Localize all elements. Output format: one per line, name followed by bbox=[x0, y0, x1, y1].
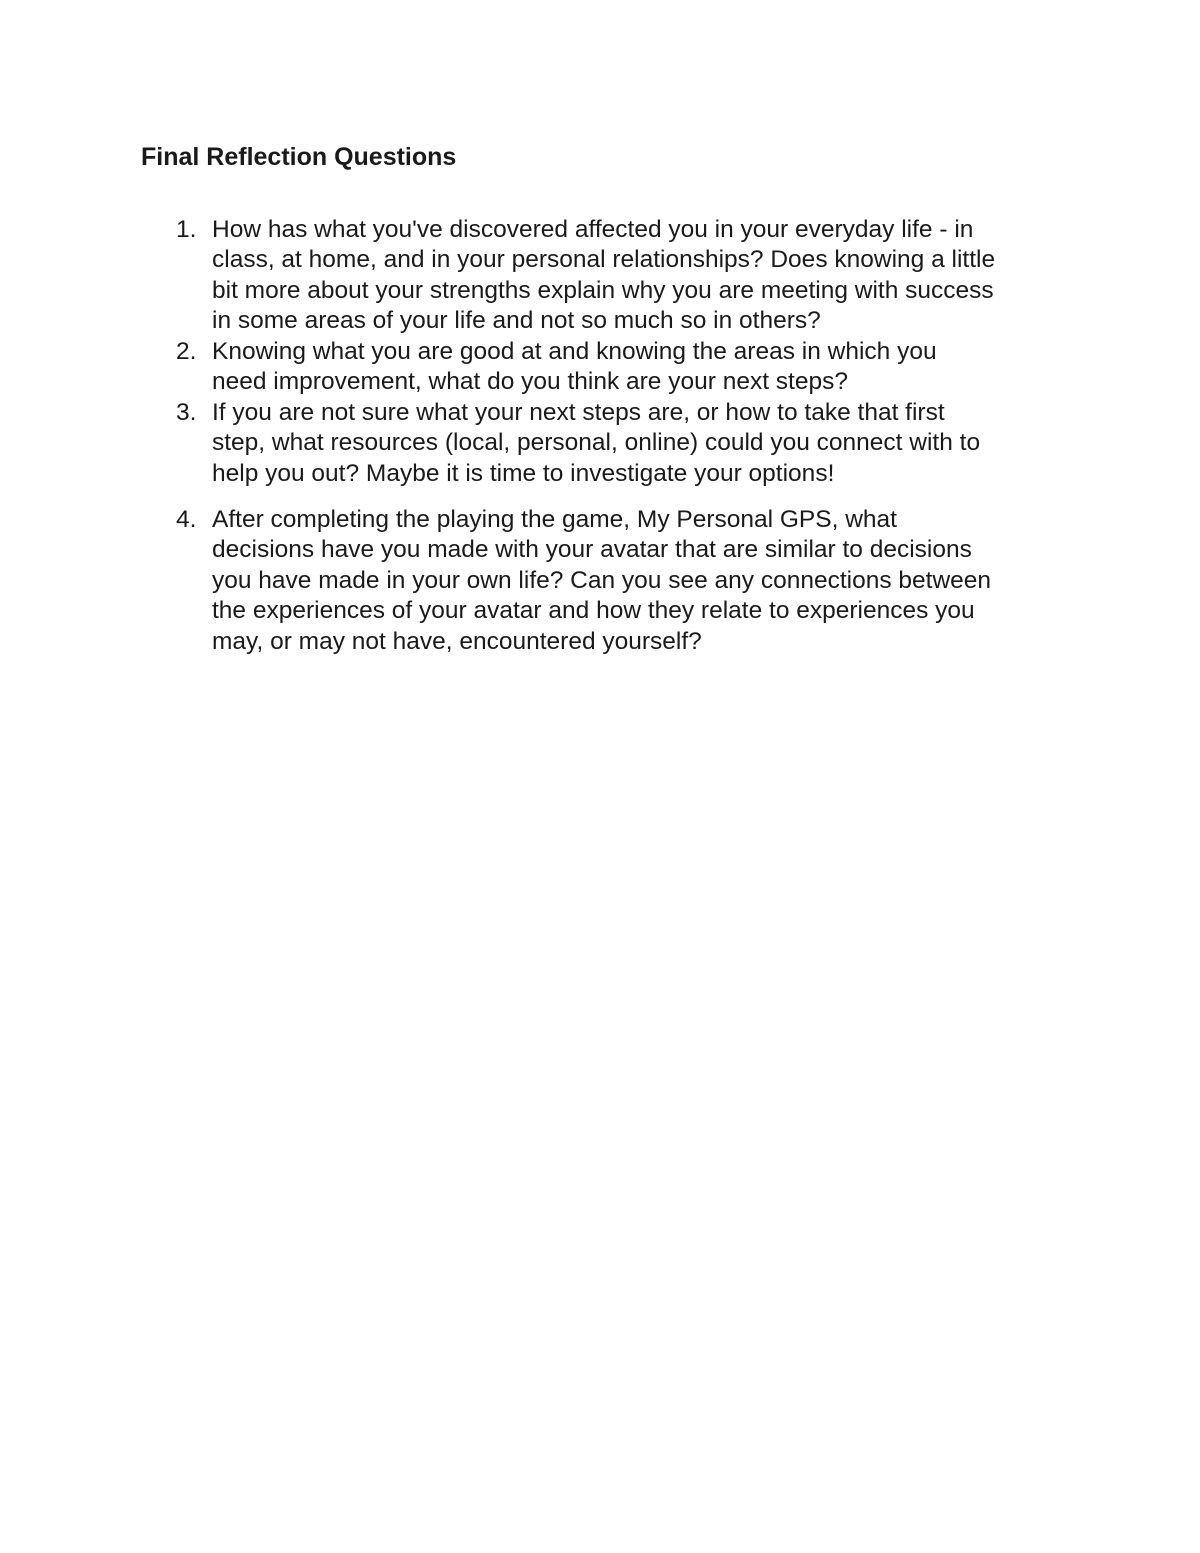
question-text: After completing the playing the game, My Personal GPS, what decisions have you made with your avatar that are similar to decisions you have made in your own life? Can you see any connections between the experiences of your avatar and how they relate to experiences you may, or may not have, encountered yourself? bbox=[212, 506, 992, 655]
question-number: 2. bbox=[176, 338, 197, 365]
question-number: 4. bbox=[176, 506, 197, 533]
question-text: How has what you've discovered affected you in your everyday life - in class, at home, and in your personal relationships? Does knowing a little bit more about your strengths explain why you are meeting with success in some areas of your life and not so much so in others? bbox=[212, 216, 996, 335]
question-text: If you are not sure what your next steps are, or how to take that first step, what resources (local, personal, online) could you connect with to help you out? Maybe it is time to investigate your options! bbox=[212, 399, 981, 487]
question-number: 1. bbox=[176, 216, 197, 243]
page-title: Final Reflection Questions bbox=[141, 143, 457, 171]
question-text: Knowing what you are good at and knowing the areas in which you need improvement, what do you think are your next steps? bbox=[212, 338, 937, 396]
question-number: 3. bbox=[176, 399, 197, 426]
